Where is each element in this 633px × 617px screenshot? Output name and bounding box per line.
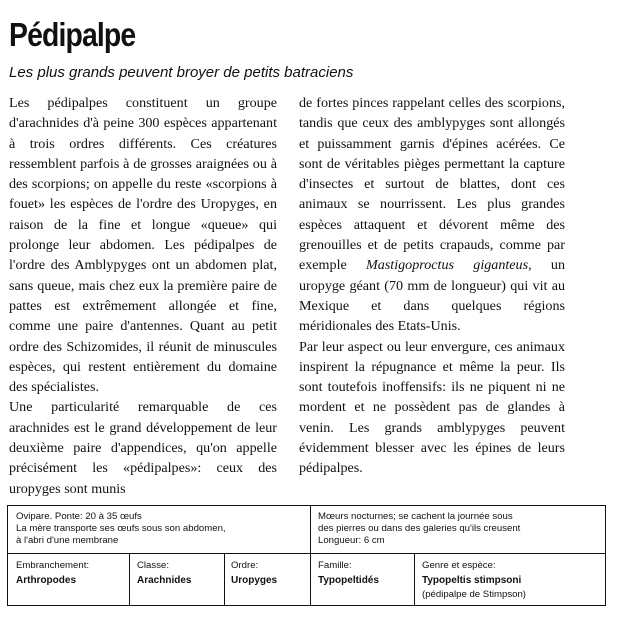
- classe-label: Classe:: [137, 560, 169, 571]
- divider-2: [224, 553, 225, 606]
- reproduction-line-1: Ovipare. Ponte: 20 à 35 œufs: [16, 511, 142, 522]
- ordre-cell: [231, 560, 277, 587]
- left-paragraph-1: Les pédipalpes constituent un groupe d'arachnides d'à peine 300 espèces appartenant à trois ordres différents. Ces créatures ressemblent parfois à de grosses araignées ou à des scorpions; on appelle du reste «scorpions à fouet» les espèces de l'ordre des Uropyges, en raison de la fine et longue «queue» qui prolonge leur abdomen. Les pédipalpes de l'ordre des Amblypyges ont un abdomen plat, sans queue, mais chez eux la première paire de pattes est extrêmement allongée et fine, comme une paire d'antennes. Quant au petit ordre des Schizomides, il réunit de minuscules espèces, qui restent entièrement du domaine des spécialistes.: [9, 95, 277, 396]
- ordre-value: Uropyges: [231, 575, 278, 586]
- page-title: Pédipalpe: [9, 16, 136, 53]
- reproduction-info: [16, 511, 306, 547]
- classification-box: [7, 505, 606, 606]
- right-text-column: [299, 93, 565, 479]
- genre-label: Genre et espèce:: [422, 560, 496, 571]
- habits-info: [318, 511, 598, 547]
- left-paragraph-2: Une particularité remarquable de ces arachnides est le grand développement de leur deuxième paire d'appendices, qu'on appelle précisément les «pédipalpes»: ceux des uropyges sont munis: [9, 399, 277, 497]
- left-text-column: [9, 93, 277, 499]
- ordre-label: Ordre:: [231, 560, 259, 571]
- species-name-italic: Mastigoproctus giganteus,: [366, 257, 532, 274]
- habits-line-2: des pierres ou dans des galeries qu'ils creusent: [318, 523, 521, 534]
- classe-value: Arachnides: [137, 575, 192, 586]
- right-paragraph-1-text-a: de fortes pinces rappelant celles des scorpions, tandis que ceux des amblypyges sont allongés et puissamment garnis d'épines acérées. Ce sont de véritables pièges permettant la capture d'insectes et surtout de blattes, dont ces animaux se nourrissent. Les plus grandes espèces attaquent et dévorent même des grenouilles et de petits crapauds, comme par exemple: [299, 95, 565, 274]
- divider-4: [414, 553, 415, 606]
- divider-3: [310, 553, 311, 606]
- genre-cell: [422, 560, 526, 601]
- genre-value: Typopeltis stimpsoni: [422, 575, 522, 586]
- embranchement-label: Embranchement:: [16, 560, 90, 571]
- right-paragraph-1-text-b: un uropyge géant (70 mm de longueur) qui vit au Mexique et dans quelques régions méridionales des Etats-Unis.: [299, 257, 565, 335]
- habits-line-1: Mœurs nocturnes; se cachent la journée sous: [318, 511, 513, 522]
- famille-cell: [318, 560, 379, 587]
- famille-label: Famille:: [318, 560, 352, 571]
- embranchement-cell: [16, 560, 89, 587]
- famille-value: Typopeltidés: [318, 575, 379, 586]
- info-box-top-row: [8, 506, 605, 554]
- classe-cell: [137, 560, 191, 587]
- top-divider: [310, 506, 311, 553]
- right-paragraph-2: Par leur aspect ou leur envergure, ces animaux inspirent la répugnance et même la peur. Ils sont toutefois inoffensifs: ils ne piquent ni ne mordent et ne possèdent pas de glandes à venin. Les grands amblypyges peuvent évidemment blesser avec les épines de leurs pédipalpes.: [299, 338, 565, 477]
- page-subtitle: Les plus grands peuvent broyer de petits batraciens: [9, 64, 354, 81]
- reproduction-line-3: à l'abri d'une membrane: [16, 535, 119, 546]
- embranchement-value: Arthropodes: [16, 575, 76, 586]
- divider-1: [129, 553, 130, 606]
- reproduction-line-2: La mère transporte ses œufs sous son abdomen,: [16, 523, 226, 534]
- right-paragraph-1: [299, 93, 565, 337]
- genre-common-name: (pédipalpe de Stimpson): [422, 589, 526, 600]
- habits-line-3: Longueur: 6 cm: [318, 535, 385, 546]
